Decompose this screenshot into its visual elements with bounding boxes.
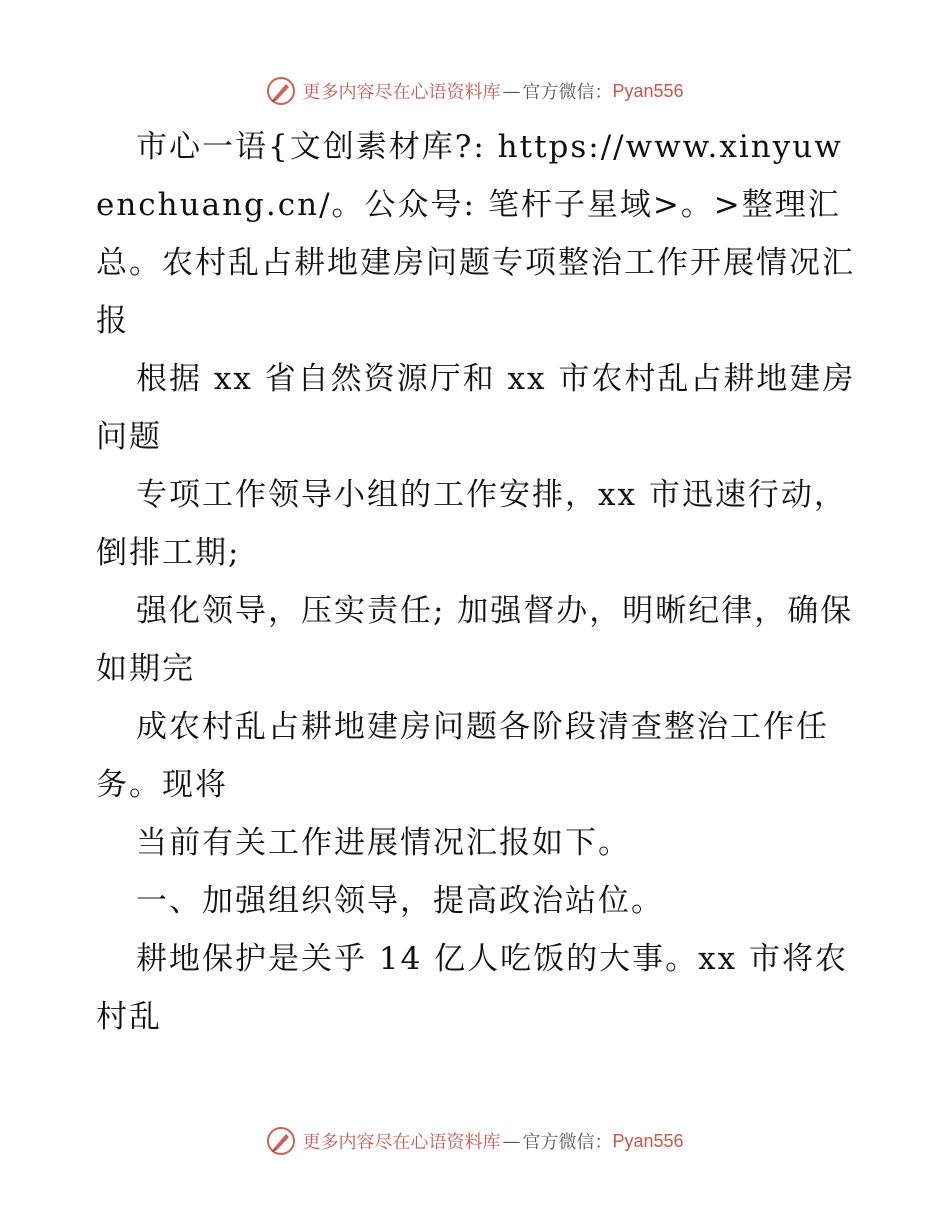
paragraph-intro: 市心一语{文创素材库?: https://www.xinyuwenchuang.cn/。公众号: 笔杆子星域>。>整理汇总。农村乱占耕地建房问题专项整治工作开展情况汇报 [96,129,855,339]
footer-watermark [0,1124,950,1158]
quill-pen-logo-icon [266,1126,296,1156]
header-watermark [0,74,950,108]
watermark-wechat-id: Pyan556 [612,1130,684,1151]
quill-pen-logo-icon [266,76,296,106]
paragraph: 强化领导，压实责任; 加强督办，明晰纪律，确保如期完 [96,593,854,687]
paragraph: 耕地保护是关乎 14 亿人吃饭的大事。xx 市将农村乱 [96,941,848,1035]
watermark-separator: — [502,1130,521,1152]
watermark-separator: — [502,80,521,102]
document-body [96,118,856,1046]
section-heading: 一、加强组织领导，提高政治站位。 [136,883,664,919]
watermark-official-label: 官方微信： [522,1132,613,1153]
watermark-official-label: 官方微信： [522,82,613,103]
paragraph: 当前有关工作进展情况汇报如下。 [136,825,631,861]
paragraph: 专项工作领导小组的工作安排，xx 市迅速行动，倒排工期; [96,477,847,571]
paragraph: 根据 xx 省自然资源厅和 xx 市农村乱占耕地建房问题 [96,361,856,455]
watermark-site-text: 更多内容尽在心语资料库 [302,82,501,103]
watermark-site-text: 更多内容尽在心语资料库 [302,1132,501,1153]
watermark-wechat-id: Pyan556 [612,80,684,101]
paragraph: 成农村乱占耕地建房问题各阶段清查整治工作任务。现将 [96,709,829,803]
